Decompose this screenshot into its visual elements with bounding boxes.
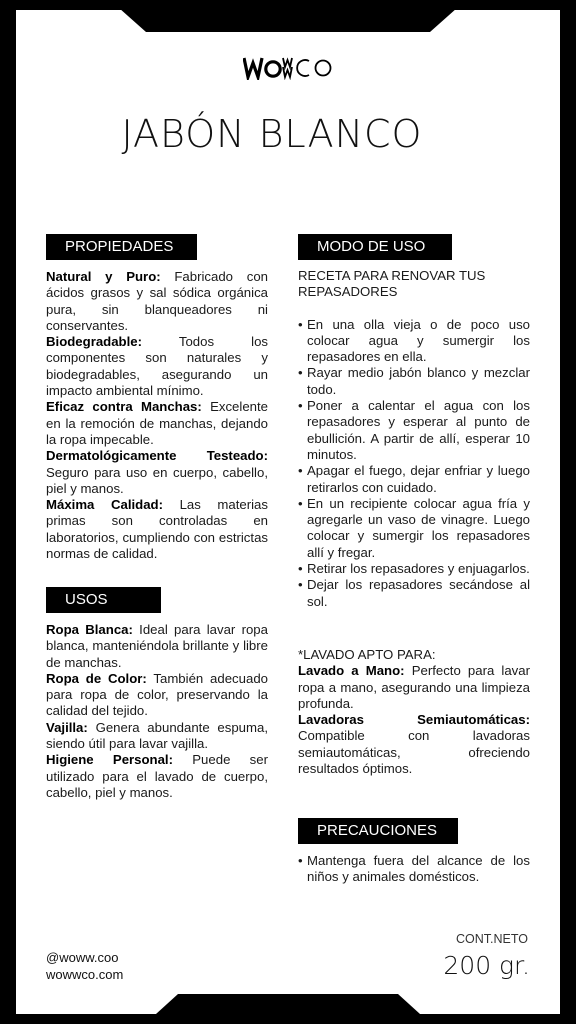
lavado-section xyxy=(298,647,530,777)
paso-item: • En una olla vieja o de poco uso colocar agua y sumergir los repasadores en ella. xyxy=(298,317,530,366)
lavado-item: Lavado a Mano: Perfecto para lavar ropa a mano, asegurando una limpieza profunda. xyxy=(298,663,531,711)
paso-item: • Dejar los repasadores secándose al sol. xyxy=(298,577,530,610)
top-notch-shape xyxy=(0,0,576,36)
propiedad-item: Dermatológicamente Testeado: Seguro para uso en cuerpo, cabello, piel y manos. xyxy=(46,448,268,496)
uso-item: Vajilla: Genera abundante espuma, siendo útil para lavar vajilla. xyxy=(46,719,268,752)
propiedades-list xyxy=(46,269,268,562)
precauciones-section xyxy=(298,853,530,886)
net-content-label: CONT.NETO xyxy=(456,932,528,946)
lavado-heading: *LAVADO APTO PARA: xyxy=(298,647,436,662)
paso-item: • En un recipiente colocar agua fría y agregarle un vaso de vinagre. Luego colocar y sumergir los repasadores allí y fregar. xyxy=(298,496,530,561)
paso-item: • Poner a calentar el agua con los repasadores y esperar al punto de ebullición. A partir de allí, esperar 10 minutos. xyxy=(298,398,530,463)
product-title: JABÓN BLANCO xyxy=(121,112,423,156)
propiedad-item: Biodegradable: Todos los componentes son naturales y biodegradables, asegurando un impacto ambiental mínimo. xyxy=(46,334,268,399)
precaucion-item: • Mantenga fuera del alcance de los niños y animales domésticos. xyxy=(298,853,530,886)
propiedades-heading: PROPIEDADES xyxy=(46,234,197,260)
modo-de-uso-heading: MODO DE USO xyxy=(298,234,452,260)
propiedad-item: Máxima Calidad: Las materias primas son controladas en laboratorios, cumpliendo con estrictas normas de calidad. xyxy=(46,497,268,562)
receta-subtitle: RECETA PARA RENOVAR TUS REPASADORES xyxy=(298,268,486,300)
uso-item: Higiene Personal: Puede ser utilizado para el lavado de cuerpo, cabello, piel y manos. xyxy=(46,752,268,800)
propiedad-item: Eficaz contra Manchas: Excelente en la remoción de manchas, dejando la ropa impecable. xyxy=(46,399,268,447)
lavado-item: Lavadoras Semiautomáticas: Compatible con lavadoras semiautomáticas, ofreciendo resultados óptimos. xyxy=(298,712,530,777)
brand-logo xyxy=(243,52,335,80)
website-link: wowwco.com xyxy=(46,966,124,982)
pasos-list xyxy=(298,317,530,610)
wowwco-logo-icon xyxy=(243,52,335,80)
usos-heading: USOS xyxy=(46,587,161,613)
net-content-value: 200 gr. xyxy=(443,951,530,980)
paso-item: • Rayar medio jabón blanco y mezclar todo. xyxy=(298,365,530,398)
usos-list xyxy=(46,622,268,801)
instagram-handle: @woww.coo xyxy=(46,950,119,965)
bottom-notch-shape xyxy=(0,990,576,1024)
modo-de-uso-section xyxy=(298,268,530,610)
uso-item: Ropa Blanca: Ideal para lavar ropa blanca, manteniéndola brillante y libre de manchas. xyxy=(46,622,268,670)
footer-contact xyxy=(46,950,123,983)
paso-item: • Retirar los repasadores y enjuagarlos. xyxy=(298,561,530,577)
propiedad-item: Natural y Puro: Fabricado con ácidos grasos y sal sódica orgánica pura, sin blanqueadores ni conservantes. xyxy=(46,269,268,333)
precauciones-list xyxy=(298,853,530,886)
precauciones-heading: PRECAUCIONES xyxy=(298,818,458,844)
uso-item: Ropa de Color: También adecuado para ropa de color, preservando la calidad del tejido. xyxy=(46,670,268,719)
paso-item: • Apagar el fuego, dejar enfriar y luego retirarlos con cuidado. xyxy=(298,463,530,496)
